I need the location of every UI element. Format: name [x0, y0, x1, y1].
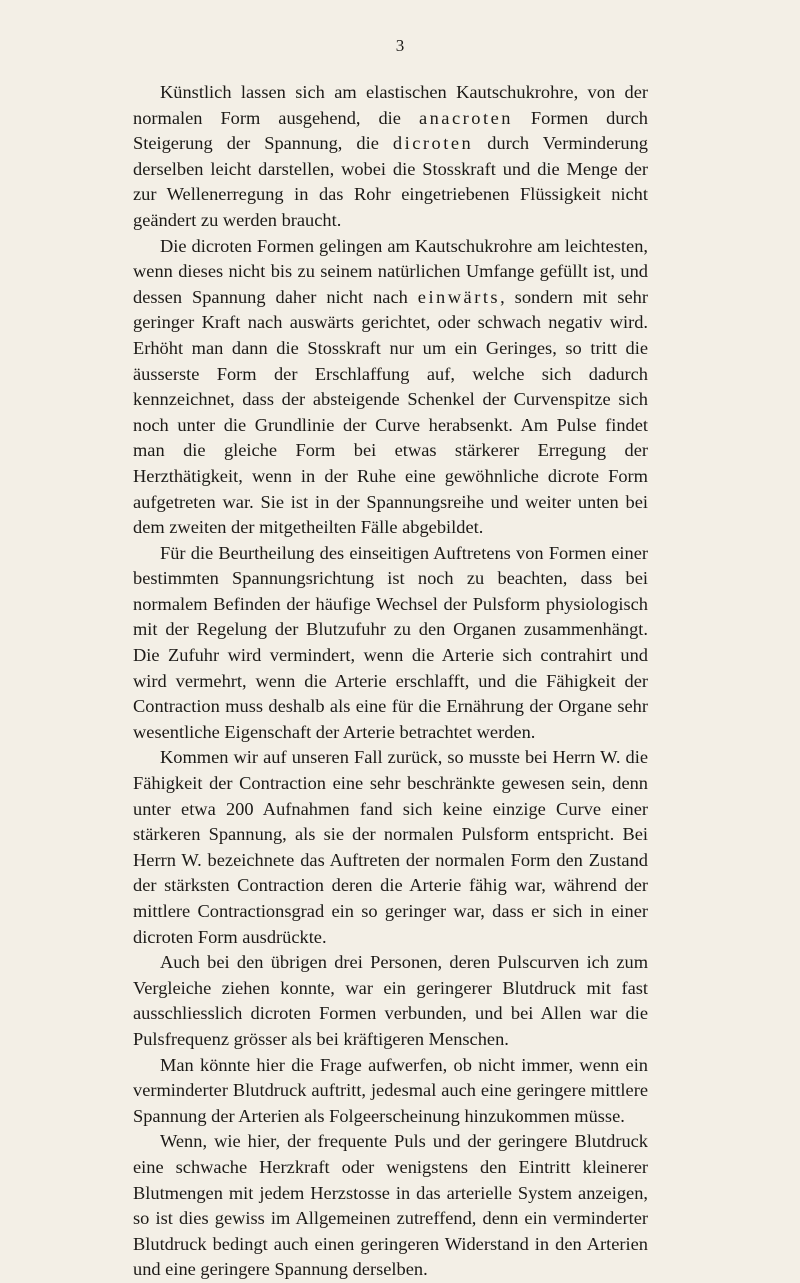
paragraph	[133, 1129, 648, 1283]
text-run: Die dicroten Formen gelingen am Kautschukrohre am leichtesten, wenn dieses nicht bis zu seinem natürlichen Umfange gefüllt ist, und dessen Spannung daher nicht nach	[133, 235, 648, 307]
text-run: Wenn, wie hier, der frequente Puls und der geringere Blutdruck eine schwache Herzkraft oder wenigstens den Eintritt kleinerer Blutmengen mit jedem Herzstosse in das arterielle System anzeigen, so ist dies gewiss im Allgemeinen zutreffend, denn ein verminderter Blutdruck bedingt auch einen geringeren Widerstand in den Arterien und eine geringere Spannung derselben.	[133, 1131, 648, 1280]
text-run: Künstlich lassen sich am elastischen Kautschukrohre, von der normalen Form ausgehend, die	[133, 82, 648, 128]
paragraph	[133, 541, 648, 746]
paragraph	[133, 745, 648, 950]
page-number: 3	[395, 36, 405, 55]
paragraph	[133, 950, 648, 1052]
emphasis-text: einwärts	[417, 286, 501, 307]
paragraph	[133, 80, 648, 234]
text-run: Kommen wir auf unseren Fall zurück, so musste bei Herrn W. die Fähigkeit der Contraction eine sehr beschränkte gewesen sein, denn unter etwa 200 Aufnahmen fand sich keine einzige Curve einer stärkeren Spannung, als sie der normalen Pulsform entspricht. Bei Herrn W. bezeichnete das Auftreten der normalen Form den Zustand der stärksten Contraction deren die Arterie fähig war, während der mittlere Contractionsgrad ein so geringer war, dass er sich in einer dicroten Form ausdrückte.	[133, 747, 648, 947]
paragraph	[133, 1053, 648, 1130]
text-run: durch Verminderung derselben leicht darstellen, wobei die Stosskraft und die Menge der zur Wellenerregung in das Rohr eingetriebenen Flüssigkeit nicht geändert zu werden braucht.	[133, 133, 648, 230]
emphasis-text: dicroten	[392, 133, 474, 154]
text-run: , sondern mit sehr geringer Kraft nach auswärts gerichtet, oder schwach negativ wird. Erhöht man dann die Stosskraft nur um ein Geringes, so tritt die äusserste Form der Erschlaffung auf, welche sich dadurch kennzeichnet, dass der absteigende Schenkel der Curvenspitze sich noch unter die Grundlinie der Curve herabsenkt. Am Pulse findet man die gleiche Form bei etwas stärkerer Erregung der Herzthätigkeit, wenn in der Ruhe eine gewöhnliche dicrote Form aufgetreten war. Sie ist in der Spannungsreihe und weiter unten bei dem zweiten der mitgetheilten Fälle abgebildet.	[133, 286, 648, 538]
text-run: Formen durch Steigerung der Spannung, die	[133, 107, 648, 154]
text-run: Man könnte hier die Frage aufwerfen, ob nicht immer, wenn ein verminderter Blutdruck auftritt, jedesmal auch eine geringere mittlere Spannung der Arterien als Folgeerscheinung hinzukommen müsse.	[133, 1054, 648, 1126]
body-text	[133, 80, 648, 1283]
paragraph	[133, 234, 648, 541]
text-run: Auch bei den übrigen drei Personen, deren Pulscurven ich zum Vergleiche ziehen konnte, war ein geringerer Blutdruck mit fast ausschliesslich dicroten Formen verbunden, und bei Allen war die Pulsfrequenz grösser als bei kräftigeren Menschen.	[133, 952, 648, 1049]
emphasis-text: anacroten	[418, 107, 513, 128]
text-run: Für die Beurtheilung des einseitigen Auftretens von Formen einer bestimmten Spannungsrichtung ist noch zu beachten, dass bei normalem Befinden der häufige Wechsel der Pulsform physiologisch mit der Regelung der Blutzufuhr zu den Organen zusammenhängt. Die Zufuhr wird vermindert, wenn die Arterie sich contrahirt und wird vermehrt, wenn die Arterie erschlafft, und die Fähigkeit der Contraction muss deshalb als eine für die Ernährung der Organe sehr wesentliche Eigenschaft der Arterie betrachtet werden.	[133, 542, 648, 742]
